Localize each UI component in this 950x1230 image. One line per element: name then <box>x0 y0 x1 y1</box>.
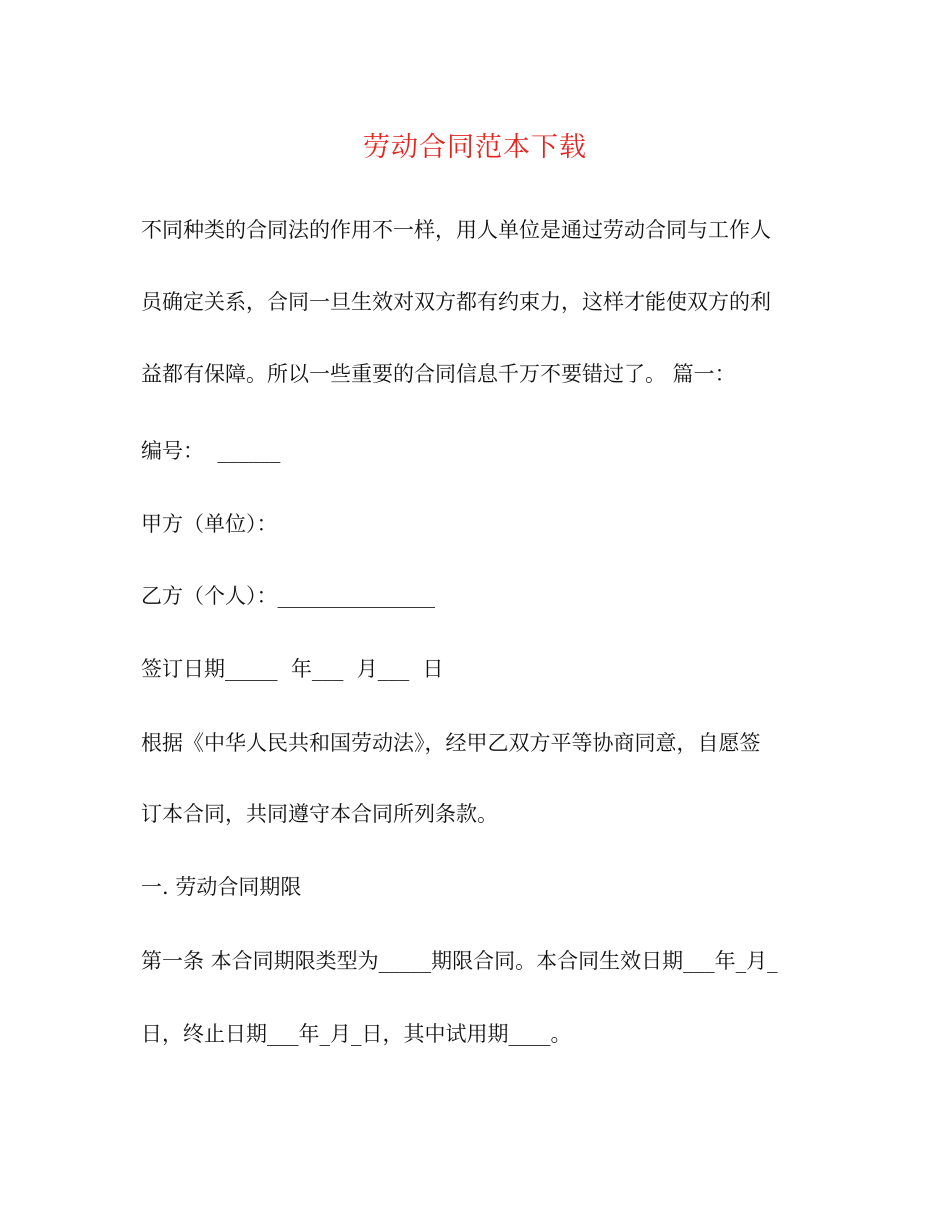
contract-number-line: 编号： ______ <box>141 439 281 463</box>
signing-date-line: 签订日期_____ 年___ 月___ 日 <box>141 657 444 681</box>
section-heading: 一. 劳动合同期限 <box>141 875 302 899</box>
preamble-line-2: 订本合同，共同遵守本合同所列条款。 <box>141 802 498 826</box>
party-b-line: 乙方（个人）：_______________ <box>141 584 435 608</box>
document-title: 劳动合同范本下载 <box>363 132 587 163</box>
intro-line-1: 不同种类的合同法的作用不一样，用人单位是通过劳动合同与工作人 <box>141 218 771 242</box>
article-1-line-1: 第一条 本合同期限类型为_____期限合同。本合同生效日期___年_月_ <box>141 949 778 973</box>
intro-line-3: 益都有保障。所以一些重要的合同信息千万不要错过了。 篇一： <box>141 362 736 386</box>
article-1-line-2: 日，终止日期___年_月_日，其中试用期____。 <box>141 1022 572 1046</box>
preamble-line-1: 根据《中华人民共和国劳动法》，经甲乙双方平等协商同意，自愿签 <box>141 731 761 755</box>
intro-line-2: 员确定关系，合同一旦生效对双方都有约束力，这样才能使双方的利 <box>141 290 771 314</box>
party-a-line: 甲方（单位）： <box>141 512 278 536</box>
